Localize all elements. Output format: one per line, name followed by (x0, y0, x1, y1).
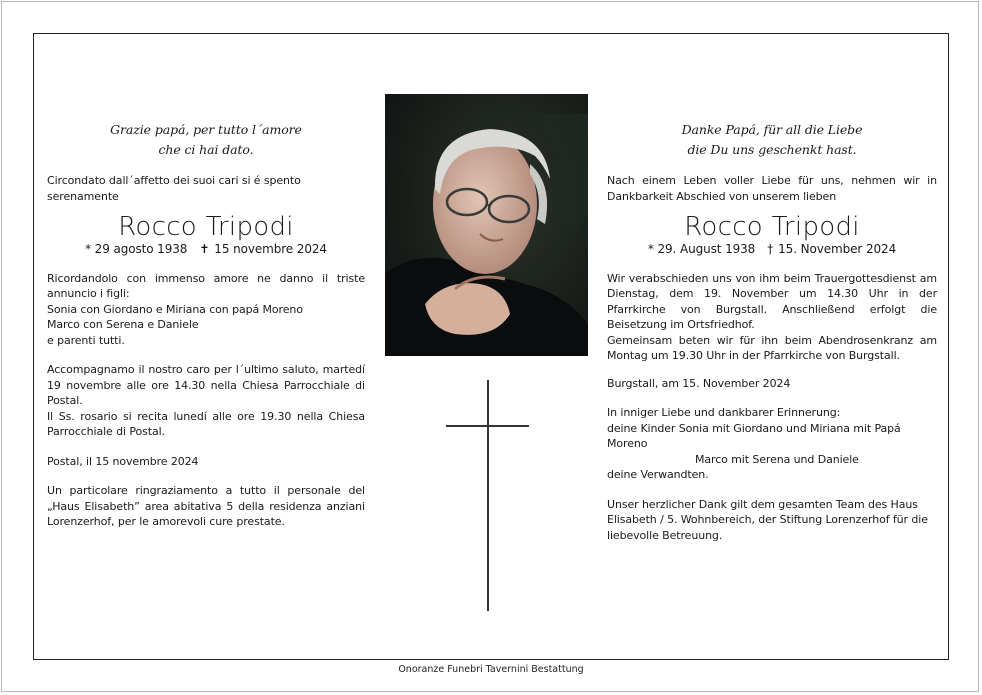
italian-rosary-info: Il Ss. rosario si recita lunedí alle ore 19.30 nella Chiesa Parrocchiale di Postal. (47, 409, 365, 438)
italian-intro-line-2: serenamente (47, 189, 119, 203)
cross-horizontal-bar (446, 425, 529, 427)
italian-announcement: Ricordandolo con immenso amore ne danno il triste annuncio i figli: (47, 271, 365, 300)
italian-funeral-info: Accompagnamo il nostro caro per l´ultimo saluto, martedí 19 novembre alle ore 14.30 nella Chiesa Parrocchiale di Postal. (47, 363, 365, 407)
italian-place-date: Postal, il 15 novembre 2024 (47, 454, 199, 468)
german-quote-line-1: Danke Papá, für all die Liebe (681, 122, 863, 137)
cross-vertical-bar (487, 380, 489, 611)
italian-quote-line-2: che ci hai dato. (158, 142, 254, 157)
italian-birth-date: * 29 agosto 1938 (85, 242, 188, 256)
deceased-name-german: Rocco Tripodi (684, 212, 860, 242)
italian-family-line-2: Marco con Serena e Daniele (47, 318, 199, 331)
german-mourners-line-3-text: Marco mit Serena und Daniele (695, 452, 859, 466)
portrait-illustration (385, 94, 588, 356)
italian-thanks: Un particolare ringraziamento a tutto il personale del „Haus Elisabeth” area abitativa 5 della residenza anziani Lorenzerhof, per le amorevoli cure prestate. (47, 484, 365, 528)
german-mourners-line-3 (607, 452, 937, 468)
german-death-date: 15. November 2024 (778, 242, 897, 256)
italian-column (47, 120, 365, 530)
german-mourners-line-1: In inniger Liebe und dankbarer Erinnerung: (607, 406, 841, 419)
italian-dates (47, 242, 365, 258)
german-intro: Nach einem Leben voller Liebe für uns, nehmen wir in Dankbarkeit Abschied von unserem lieben (607, 174, 937, 203)
portrait-photo (385, 94, 588, 356)
italian-death-date: 15 novembre 2024 (214, 242, 327, 256)
italian-family-line-3: e parenti tutti. (47, 333, 125, 347)
german-dates (607, 242, 937, 258)
italian-intro-line-1: Circondato dall´affetto dei suoi cari si é spento (47, 174, 301, 187)
german-column (607, 120, 937, 543)
death-cross-icon: ✝ (199, 242, 210, 256)
funeral-home-footer: Onoranze Funebri Tavernini Bestattung (398, 664, 584, 675)
italian-family-line-1: Sonia con Giordano e Miriana con papá Moreno (47, 302, 303, 316)
german-mourners-line-4: deine Verwandten. (607, 468, 709, 481)
italian-quote-line-1: Grazie papá, per tutto l´amore (110, 122, 302, 137)
german-place-date: Burgstall, am 15. November 2024 (607, 376, 791, 390)
german-rosary-info: Gemeinsam beten wir für ihn beim Abendrosenkranz am Montag um 19.30 Uhr in der Pfarrkirche von Burgstall. (607, 333, 937, 362)
german-birth-date: * 29. August 1938 (647, 242, 756, 256)
dagger-icon: † (767, 242, 774, 256)
deceased-name-italian: Rocco Tripodi (118, 212, 294, 242)
german-service-info: Wir verabschieden uns von ihm beim Trauergottesdienst am Dienstag, dem 19. November um 14.30 Uhr in der Pfarrkirche von Burgstall. Anschließend erfolgt die Beisetzung im Ortsfriedhof. (607, 271, 937, 331)
german-quote-line-2: die Du uns geschenkt hast. (687, 142, 857, 157)
german-mourners-line-2: deine Kinder Sonia mit Giordano und Miriana mit Papá Moreno (607, 421, 901, 450)
german-thanks: Unser herzlicher Dank gilt dem gesamten Team des Haus Elisabeth / 5. Wohnbereich, der Stiftung Lorenzerhof für die liebevolle Betreuung. (607, 497, 928, 542)
